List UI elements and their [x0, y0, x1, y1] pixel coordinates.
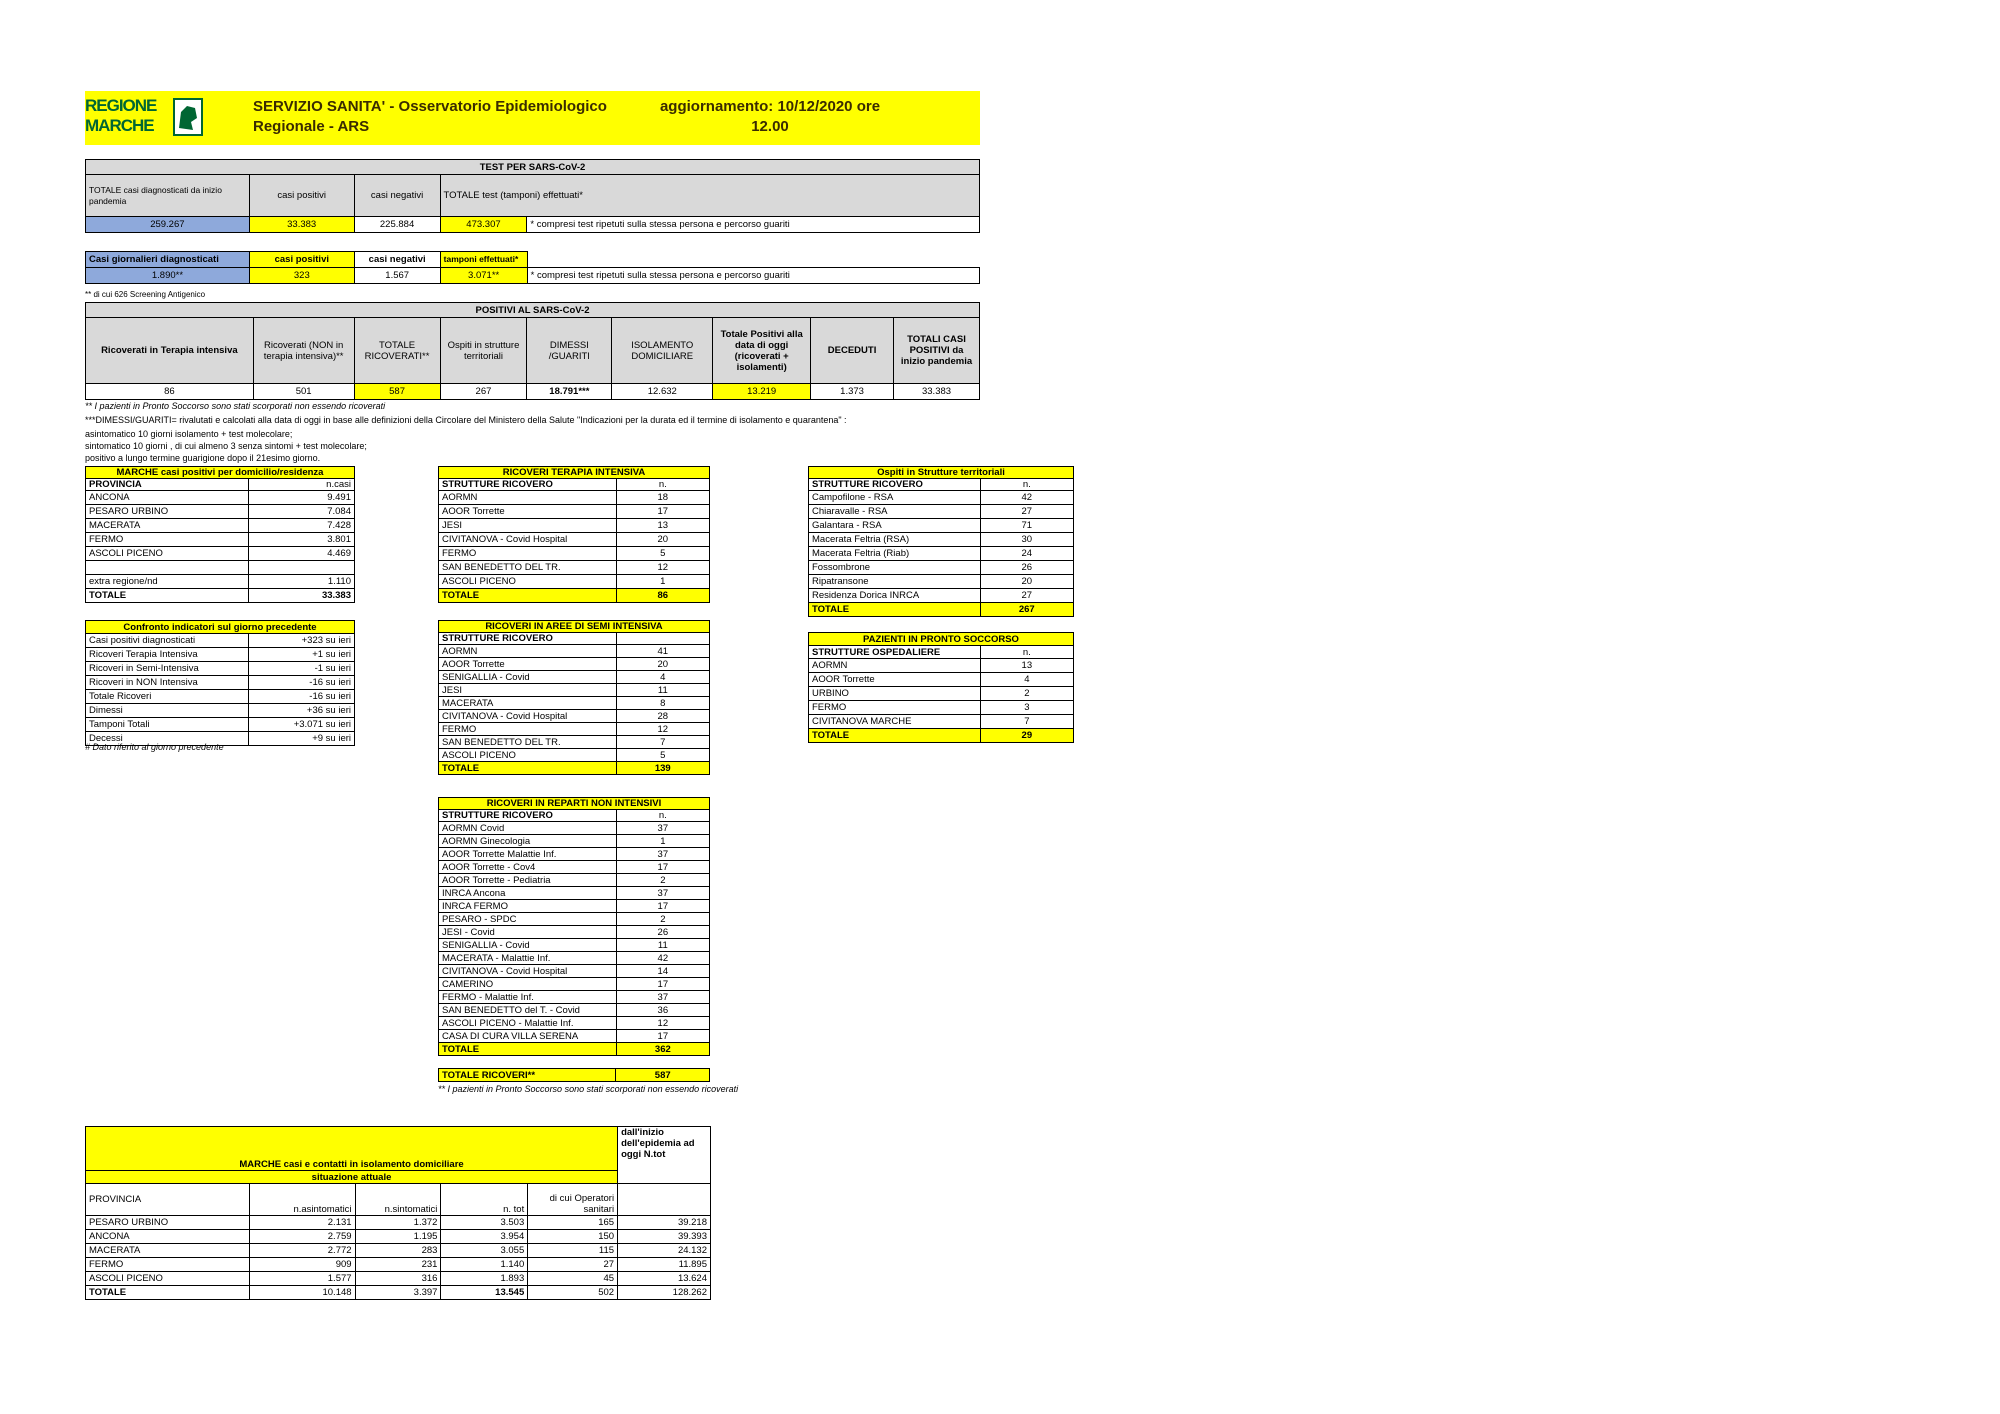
ps-total-label: TOTALE: [809, 729, 981, 743]
ospiti-table: [808, 466, 1074, 617]
ti-h1: STRUTTURE RICOVERO: [439, 479, 617, 491]
nonint-table: [438, 797, 710, 1056]
semi-row-val: 41: [616, 645, 709, 658]
confronto-row-name: Casi positivi diagnosticati: [86, 634, 249, 648]
positivi-note5: positivo a lungo termine guarigione dopo il 21esimo giorno.: [85, 453, 321, 463]
nonint-row-name: INRCA FERMO: [439, 900, 617, 913]
nonint-row-name: PESARO - SPDC: [439, 913, 617, 926]
nonint-row-name: CAMERINO: [439, 978, 617, 991]
ospiti-row-val: 26: [980, 561, 1073, 575]
nonint-row-val: 2: [616, 913, 709, 926]
prov-title: MARCHE casi positivi per domicilio/residenza: [86, 467, 355, 479]
ospiti-row-name: Residenza Dorica INRCA: [809, 589, 981, 603]
iso-total-name: TOTALE: [86, 1286, 250, 1300]
ps-row-name: CIVITANOVA MARCHE: [809, 715, 981, 729]
nonint-row-name: SENIGALLIA - Covid: [439, 939, 617, 952]
ps-row-name: URBINO: [809, 687, 981, 701]
nonint-row-val: 17: [616, 861, 709, 874]
logo-line2: MARCHE: [85, 116, 154, 135]
ti-row-name: ASCOLI PICENO: [439, 575, 617, 589]
ti-total-val: 86: [616, 589, 709, 603]
confronto-note: # Dato riferito al giorno precedente: [85, 742, 224, 752]
ps-row-name: FERMO: [809, 701, 981, 715]
nonint-row-name: ASCOLI PICENO - Malattie Inf.: [439, 1017, 617, 1030]
semi-row-name: AOOR Torrette: [439, 658, 617, 671]
ps-table: [808, 632, 1074, 743]
ospiti-row-val: 27: [980, 589, 1073, 603]
prov-total-val: 33.383: [249, 589, 355, 603]
prov-row-val: 3.801: [249, 533, 355, 547]
iso-row-name: FERMO: [86, 1258, 250, 1272]
ospiti-row-val: 42: [980, 491, 1073, 505]
ospiti-row-name: Galantara - RSA: [809, 519, 981, 533]
ospiti-total-label: TOTALE: [809, 603, 981, 617]
logo-line1: REGIONE: [85, 96, 157, 115]
nonint-row-val: 26: [616, 926, 709, 939]
semi-title: RICOVERI IN AREE DI SEMI INTENSIVA: [439, 621, 710, 633]
ospiti-row-name: Campofilone - RSA: [809, 491, 981, 505]
semi-row-val: 11: [616, 684, 709, 697]
positivi-header-ti: Ricoverati in Terapia intensiva: [86, 318, 254, 384]
nonint-row-name: AOOR Torrette - Pediatria: [439, 874, 617, 887]
ospiti-total-val: 267: [980, 603, 1073, 617]
iso-row-s: 283: [355, 1244, 441, 1258]
confronto-row-val: -1 su ieri: [249, 662, 355, 676]
nonint-row-name: MACERATA - Malattie Inf.: [439, 952, 617, 965]
test-header-tamponi: TOTALE test (tamponi) effettuati*: [440, 175, 979, 217]
confronto-row-val: +1 su ieri: [249, 648, 355, 662]
positivi-value-nonti: 501: [253, 384, 354, 400]
iso-row-o: 150: [528, 1230, 618, 1244]
iso-row-t: 3.954: [441, 1230, 528, 1244]
nonint-row-name: AOOR Torrette - Cov4: [439, 861, 617, 874]
nonint-row-val: 37: [616, 991, 709, 1004]
daily-table: [85, 251, 980, 284]
daily-footnote: ** di cui 626 Screening Antigenico: [85, 290, 206, 299]
confronto-row-name: Ricoveri Terapia Intensiva: [86, 648, 249, 662]
semi-row-name: ASCOLI PICENO: [439, 749, 617, 762]
iso-row-a: 2.772: [249, 1244, 355, 1258]
ti-row-val: 13: [616, 519, 709, 533]
confronto-row-val: +9 su ieri: [249, 732, 355, 746]
iso-title: MARCHE casi e contatti in isolamento domiciliare: [86, 1127, 618, 1171]
nonint-row-val: 14: [616, 965, 709, 978]
iso-side-header: dall'inizio dell'epidemia ad oggi N.tot: [618, 1127, 711, 1184]
nonint-row-val: 1: [616, 835, 709, 848]
ti-row-name: AOOR Torrette: [439, 505, 617, 519]
prov-row-name: FERMO: [86, 533, 249, 547]
daily-value-neg: 1.567: [354, 268, 440, 284]
semi-table: [438, 620, 710, 775]
prov-row-name: [86, 561, 249, 575]
ti-total-label: TOTALE: [439, 589, 617, 603]
regione-marche-logo: [85, 94, 215, 142]
nonint-row-name: SAN BENEDETTO del T. - Covid: [439, 1004, 617, 1017]
iso-h-prov: PROVINCIA: [86, 1184, 250, 1216]
confronto-row-name: Ricoveri in NON Intensiva: [86, 676, 249, 690]
nonint-row-val: 37: [616, 848, 709, 861]
test-table: [85, 159, 980, 233]
grand-total-val: 587: [616, 1069, 710, 1082]
prov-row-name: extra regione/nd: [86, 575, 249, 589]
iso-row-a: 909: [249, 1258, 355, 1272]
ps-row-name: AOOR Torrette: [809, 673, 981, 687]
iso-row-s: 1.372: [355, 1216, 441, 1230]
semi-row-val: 20: [616, 658, 709, 671]
semi-row-val: 5: [616, 749, 709, 762]
test-title: TEST PER SARS-CoV-2: [86, 160, 980, 175]
grand-total-label: TOTALE RICOVERI**: [439, 1069, 616, 1082]
ospiti-h2: n.: [980, 479, 1073, 491]
iso-h-tot: n. tot: [441, 1184, 528, 1216]
prov-h1: PROVINCIA: [86, 479, 249, 491]
daily-header-neg: casi negativi: [354, 252, 440, 268]
iso-total-s: 3.397: [355, 1286, 441, 1300]
confronto-table: [85, 620, 355, 746]
prov-row-val: 7.084: [249, 505, 355, 519]
ospiti-row-name: Macerata Feltria (Riab): [809, 547, 981, 561]
positivi-header-isolamento: ISOLAMENTO DOMICILIARE: [612, 318, 713, 384]
confronto-row-name: Ricoveri in Semi-Intensiva: [86, 662, 249, 676]
iso-row-s: 231: [355, 1258, 441, 1272]
positivi-note1: ** I pazienti in Pronto Soccorso sono stati scorporati non essendo ricoverati: [85, 401, 386, 411]
confronto-row-val: -16 su ieri: [249, 676, 355, 690]
service-title: SERVIZIO SANITA' - Osservatorio Epidemiologico Regionale - ARS: [253, 98, 607, 135]
test-header-totale: TOTALE casi diagnosticati da inizio pandemia: [86, 175, 250, 217]
iso-row-t: 3.503: [441, 1216, 528, 1230]
ti-row-name: FERMO: [439, 547, 617, 561]
semi-total-val: 139: [616, 762, 709, 775]
iso-row-name: PESARO URBINO: [86, 1216, 250, 1230]
prov-row-val: 1.110: [249, 575, 355, 589]
ti-table: [438, 466, 710, 603]
prov-row-name: PESARO URBINO: [86, 505, 249, 519]
ti-row-name: JESI: [439, 519, 617, 533]
nonint-row-val: 17: [616, 978, 709, 991]
positivi-header-totcasi: TOTALI CASI POSITIVI da inizio pandemia: [894, 318, 980, 384]
iso-row-t: 1.893: [441, 1272, 528, 1286]
positivi-note4: sintomatico 10 giorni , di cui almeno 3 senza sintomi + test molecolare;: [85, 441, 367, 451]
update-timestamp: aggiornamento: 10/12/2020 ore 12.00: [659, 98, 881, 135]
iso-row-n: 13.624: [618, 1272, 711, 1286]
iso-h-oper: di cui Operatori sanitari: [528, 1184, 618, 1216]
nonint-row-name: AORMN Covid: [439, 822, 617, 835]
ospiti-row-val: 27: [980, 505, 1073, 519]
positivi-value-isolamento: 12.632: [612, 384, 713, 400]
prov-row-name: ANCONA: [86, 491, 249, 505]
test-value-neg: 225.884: [354, 217, 440, 233]
nonint-row-name: JESI - Covid: [439, 926, 617, 939]
iso-row-a: 1.577: [249, 1272, 355, 1286]
semi-row-name: SENIGALLIA - Covid: [439, 671, 617, 684]
nonint-note: ** I pazienti in Pronto Soccorso sono stati scorporati non essendo ricoverati: [438, 1084, 739, 1094]
positivi-header-nonti: Ricoverati (NON in terapia intensiva)**: [253, 318, 354, 384]
confronto-row-name: Decessi: [86, 732, 249, 746]
daily-header-casi: Casi giornalieri diagnosticati: [86, 252, 250, 268]
nonint-title: RICOVERI IN REPARTI NON INTENSIVI: [439, 798, 710, 810]
nonint-total-label: TOTALE: [439, 1043, 617, 1056]
iso-row-name: ANCONA: [86, 1230, 250, 1244]
nonint-row-val: 2: [616, 874, 709, 887]
positivi-value-deceduti: 1.373: [811, 384, 894, 400]
nonint-row-val: 36: [616, 1004, 709, 1017]
nonint-row-val: 12: [616, 1017, 709, 1030]
prov-row-val: [249, 561, 355, 575]
ps-h2: n.: [980, 646, 1073, 659]
semi-row-name: MACERATA: [439, 697, 617, 710]
positivi-note3: asintomatico 10 giorni isolamento + test molecolare;: [85, 429, 293, 439]
nonint-total-val: 362: [616, 1043, 709, 1056]
ti-row-val: 18: [616, 491, 709, 505]
positivi-title: POSITIVI AL SARS-CoV-2: [86, 303, 980, 318]
iso-row-t: 3.055: [441, 1244, 528, 1258]
nonint-row-val: 17: [616, 900, 709, 913]
iso-row-o: 165: [528, 1216, 618, 1230]
iso-subtitle: situazione attuale: [86, 1171, 618, 1184]
iso-row-n: 24.132: [618, 1244, 711, 1258]
positivi-value-totric: 587: [354, 384, 440, 400]
confronto-row-name: Totale Ricoveri: [86, 690, 249, 704]
ti-row-name: SAN BENEDETTO DEL TR.: [439, 561, 617, 575]
iso-row-name: ASCOLI PICENO: [86, 1272, 250, 1286]
confronto-title: Confronto indicatori sul giorno precedente: [86, 621, 355, 634]
nonint-row-name: AORMN Ginecologia: [439, 835, 617, 848]
nonint-row-val: 42: [616, 952, 709, 965]
ps-row-val: 4: [980, 673, 1073, 687]
ti-row-val: 1: [616, 575, 709, 589]
positivi-value-dimessi: 18.791***: [527, 384, 612, 400]
ti-h2: n.: [616, 479, 709, 491]
daily-header-pos: casi positivi: [249, 252, 354, 268]
ps-total-val: 29: [980, 729, 1073, 743]
semi-row-name: JESI: [439, 684, 617, 697]
prov-total-label: TOTALE: [86, 589, 249, 603]
semi-row-name: SAN BENEDETTO DEL TR.: [439, 736, 617, 749]
iso-h-sint: n.sintomatici: [355, 1184, 441, 1216]
positivi-header-deceduti: DECEDUTI: [811, 318, 894, 384]
nonint-row-name: AOOR Torrette Malattie Inf.: [439, 848, 617, 861]
semi-row-val: 4: [616, 671, 709, 684]
ospiti-row-name: Chiaravalle - RSA: [809, 505, 981, 519]
ps-row-val: 2: [980, 687, 1073, 701]
nonint-row-val: 17: [616, 1030, 709, 1043]
ps-row-val: 7: [980, 715, 1073, 729]
positivi-value-ospiti: 267: [440, 384, 527, 400]
ti-row-val: 20: [616, 533, 709, 547]
ps-row-val: 13: [980, 659, 1073, 673]
daily-header-tamponi: tamponi effettuati*: [440, 252, 527, 268]
iso-row-o: 27: [528, 1258, 618, 1272]
test-header-neg: casi negativi: [354, 175, 440, 217]
ospiti-row-val: 71: [980, 519, 1073, 533]
positivi-header-dimessi: DIMESSI /GUARITI: [527, 318, 612, 384]
ps-row-name: AORMN: [809, 659, 981, 673]
semi-row-val: 8: [616, 697, 709, 710]
semi-row-name: AORMN: [439, 645, 617, 658]
daily-value-pos: 323: [249, 268, 354, 284]
daily-note: * compresi test ripetuti sulla stessa persona e percorso guariti: [527, 268, 979, 284]
test-header-pos: casi positivi: [249, 175, 354, 217]
confronto-row-val: +36 su ieri: [249, 704, 355, 718]
semi-row-val: 7: [616, 736, 709, 749]
daily-header-empty: [527, 252, 979, 268]
iso-total-o: 502: [528, 1286, 618, 1300]
semi-row-val: 12: [616, 723, 709, 736]
daily-value-tamponi: 3.071**: [440, 268, 527, 284]
grand-total-table: [438, 1068, 710, 1082]
iso-row-name: MACERATA: [86, 1244, 250, 1258]
iso-h-asint: n.asintomatici: [249, 1184, 355, 1216]
ti-row-val: 5: [616, 547, 709, 561]
confronto-row-val: +323 su ieri: [249, 634, 355, 648]
iso-row-a: 2.759: [249, 1230, 355, 1244]
isolamento-table: [85, 1126, 711, 1300]
iso-total-t: 13.545: [441, 1286, 528, 1300]
confronto-row-val: +3.071 su ieri: [249, 718, 355, 732]
ospiti-row-val: 30: [980, 533, 1073, 547]
nonint-row-val: 37: [616, 887, 709, 900]
ti-row-name: AORMN: [439, 491, 617, 505]
iso-total-a: 10.148: [249, 1286, 355, 1300]
ti-row-val: 12: [616, 561, 709, 575]
test-value-totale: 259.267: [86, 217, 250, 233]
positivi-header-totric: TOTALE RICOVERATI**: [354, 318, 440, 384]
iso-row-n: 11.895: [618, 1258, 711, 1272]
ospiti-row-name: Ripatransone: [809, 575, 981, 589]
ospiti-row-val: 24: [980, 547, 1073, 561]
semi-total-label: TOTALE: [439, 762, 617, 775]
test-value-tamponi: 473.307: [440, 217, 527, 233]
daily-value-casi: 1.890**: [86, 268, 250, 284]
positivi-note2: ***DIMESSI/GUARITI= rivalutati e calcolati alla data di oggi in base alle definizioni della Circolare del Ministero della Salute "Indicazioni per la durata ed il termine di isolamento e quarantena" :: [85, 415, 847, 425]
positivi-header-ospiti: Ospiti in strutture territoriali: [440, 318, 527, 384]
ps-h1: STRUTTURE OSPEDALIERE: [809, 646, 981, 659]
positivi-value-totcasi: 33.383: [894, 384, 980, 400]
regional-emblem-icon: [173, 98, 203, 136]
iso-row-n: 39.393: [618, 1230, 711, 1244]
semi-h2: [616, 633, 709, 645]
ospiti-row-val: 20: [980, 575, 1073, 589]
page-header: [85, 91, 980, 145]
iso-row-s: 1.195: [355, 1230, 441, 1244]
nonint-h2: n.: [616, 810, 709, 822]
test-value-pos: 33.383: [249, 217, 354, 233]
ps-row-val: 3: [980, 701, 1073, 715]
positivi-value-totpos: 13.219: [713, 384, 811, 400]
nonint-row-val: 37: [616, 822, 709, 835]
nonint-row-val: 11: [616, 939, 709, 952]
ospiti-row-name: Fossombrone: [809, 561, 981, 575]
province-table: [85, 466, 355, 603]
nonint-row-name: CIVITANOVA - Covid Hospital: [439, 965, 617, 978]
semi-h1: STRUTTURE RICOVERO: [439, 633, 617, 645]
ospiti-row-name: Macerata Feltria (RSA): [809, 533, 981, 547]
ti-title: RICOVERI TERAPIA INTENSIVA: [439, 467, 710, 479]
positivi-table: [85, 302, 980, 400]
nonint-row-name: FERMO - Malattie Inf.: [439, 991, 617, 1004]
positivi-header-totpos: Totale Positivi alla data di oggi (ricoverati + isolamenti): [713, 318, 811, 384]
prov-row-val: 7.428: [249, 519, 355, 533]
confronto-row-name: Tamponi Totali: [86, 718, 249, 732]
nonint-h1: STRUTTURE RICOVERO: [439, 810, 617, 822]
confronto-row-val: -16 su ieri: [249, 690, 355, 704]
positivi-value-ti: 86: [86, 384, 254, 400]
iso-row-t: 1.140: [441, 1258, 528, 1272]
prov-row-val: 9.491: [249, 491, 355, 505]
prov-h2: n.casi: [249, 479, 355, 491]
prov-row-val: 4.469: [249, 547, 355, 561]
semi-row-name: CIVITANOVA - Covid Hospital: [439, 710, 617, 723]
nonint-row-name: CASA DI CURA VILLA SERENA: [439, 1030, 617, 1043]
confronto-row-name: Dimessi: [86, 704, 249, 718]
iso-total-n: 128.262: [618, 1286, 711, 1300]
prov-row-name: ASCOLI PICENO: [86, 547, 249, 561]
ti-row-val: 17: [616, 505, 709, 519]
ps-title: PAZIENTI IN PRONTO SOCCORSO: [809, 633, 1074, 646]
iso-row-o: 45: [528, 1272, 618, 1286]
iso-row-n: 39.218: [618, 1216, 711, 1230]
ospiti-h1: STRUTTURE RICOVERO: [809, 479, 981, 491]
semi-row-name: FERMO: [439, 723, 617, 736]
prov-row-name: MACERATA: [86, 519, 249, 533]
test-note: * compresi test ripetuti sulla stessa persona e percorso guariti: [527, 217, 980, 233]
ti-row-name: CIVITANOVA - Covid Hospital: [439, 533, 617, 547]
nonint-row-name: INRCA Ancona: [439, 887, 617, 900]
ospiti-title: Ospiti in Strutture territoriali: [809, 467, 1074, 479]
iso-h-empty: [618, 1184, 711, 1216]
semi-row-val: 28: [616, 710, 709, 723]
iso-row-s: 316: [355, 1272, 441, 1286]
iso-row-a: 2.131: [249, 1216, 355, 1230]
iso-row-o: 115: [528, 1244, 618, 1258]
